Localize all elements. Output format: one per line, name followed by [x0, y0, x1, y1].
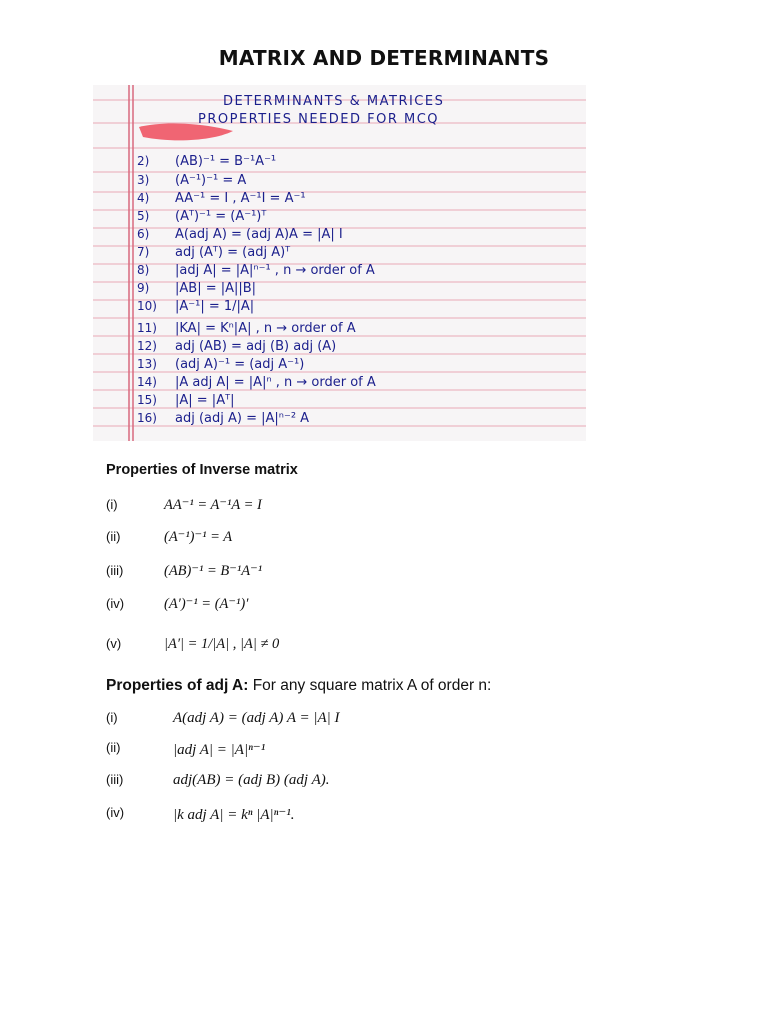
notebook-row-text: (A⁻¹)⁻¹ = A	[175, 173, 247, 188]
notebook-row-num: 15)	[137, 393, 157, 407]
notebook-row-text: |KA| = Kⁿ|A| , n → order of A	[175, 321, 356, 336]
notebook-row-text: A(adj A) = (adj A)A = |A| I	[175, 227, 343, 242]
row-number: (iii)	[106, 563, 124, 578]
adj-property-row	[106, 772, 726, 796]
inverse-property-row	[106, 497, 726, 521]
notebook-row-num: 13)	[137, 357, 157, 371]
row-number: (i)	[106, 497, 118, 512]
row-expression: (A′)⁻¹ = (A⁻¹)′	[164, 596, 249, 612]
page-title: MATRIX AND DETERMINANTS	[218, 46, 550, 70]
adj-heading-bold: Properties of adj A:	[106, 677, 249, 694]
row-expression: (AB)⁻¹ = B⁻¹A⁻¹	[164, 563, 263, 579]
row-expression: AA⁻¹ = A⁻¹A = I	[164, 497, 262, 513]
notebook-row-text: (AB)⁻¹ = B⁻¹A⁻¹	[175, 154, 277, 169]
row-expression: A(adj A) = (adj A) A = |A| I	[173, 710, 340, 726]
notebook-row-text: |A⁻¹| = 1/|A|	[175, 299, 255, 314]
row-number: (ii)	[106, 740, 121, 755]
notebook-row-text: |AB| = |A||B|	[175, 281, 257, 296]
inverse-properties-heading: Properties of Inverse matrix	[106, 462, 298, 478]
row-number: (iii)	[106, 772, 124, 787]
adj-property-row	[106, 805, 726, 829]
notebook-row-text: adj (AB) = adj (B) adj (A)	[175, 339, 337, 354]
notebook-row-num: 3)	[137, 173, 150, 187]
inverse-property-row	[106, 529, 726, 553]
row-number: (iv)	[106, 596, 125, 611]
notebook-row-num: 9)	[137, 281, 150, 295]
notebook-row-text: adj (adj A) = |A|ⁿ⁻² A	[175, 411, 310, 426]
inverse-property-row	[106, 636, 726, 660]
row-expression: adj(AB) = (adj B) (adj A).	[173, 772, 330, 788]
adj-property-row	[106, 710, 726, 734]
row-expression: (A⁻¹)⁻¹ = A	[164, 529, 233, 545]
notebook-row-num: 10)	[137, 299, 157, 313]
notebook-row-num: 7)	[137, 245, 150, 259]
notebook-row-text: (Aᵀ)⁻¹ = (A⁻¹)ᵀ	[175, 209, 267, 224]
notebook-row-num: 4)	[137, 191, 150, 205]
notebook-row-num: 12)	[137, 339, 157, 353]
notebook-row-text: adj (Aᵀ) = (adj A)ᵀ	[175, 245, 291, 260]
notebook-heading-2: PROPERTIES NEEDED FOR MCQ	[198, 112, 440, 127]
notebook-row-num: 11)	[137, 321, 157, 335]
row-number: (ii)	[106, 529, 121, 544]
row-number: (iv)	[106, 805, 125, 820]
notebook-row-text: |A adj A| = |A|ⁿ , n → order of A	[175, 375, 376, 390]
inverse-property-row	[106, 563, 726, 587]
notebook-heading-1: DETERMINANTS & MATRICES	[223, 94, 445, 109]
notebook-row-num: 6)	[137, 227, 150, 241]
handwritten-notebook-photo	[93, 85, 586, 441]
notebook-row-num: 2)	[137, 154, 150, 168]
row-expression: |A′| = 1/|A| , |A| ≠ 0	[164, 636, 280, 652]
inverse-property-row	[106, 596, 726, 620]
row-number: (i)	[106, 710, 118, 725]
notebook-row-num: 16)	[137, 411, 157, 425]
row-number: (v)	[106, 636, 122, 651]
row-expression: |adj A| = |A|ⁿ⁻¹	[173, 742, 266, 758]
notebook-row-text: |adj A| = |A|ⁿ⁻¹ , n → order of A	[175, 263, 375, 278]
notebook-row-text: |A| = |Aᵀ|	[175, 393, 235, 408]
notebook-row-num: 5)	[137, 209, 150, 223]
notebook-row-num: 8)	[137, 263, 150, 277]
notebook-row-num: 14)	[137, 375, 157, 389]
row-expression: |k adj A| = kⁿ |A|ⁿ⁻¹.	[173, 807, 295, 823]
notebook-row-text: (adj A)⁻¹ = (adj A⁻¹)	[175, 357, 305, 372]
adj-heading-rest: For any square matrix A of order n:	[248, 677, 492, 694]
adj-property-row	[106, 740, 726, 764]
adj-properties-heading	[106, 677, 491, 695]
notebook-row-text: AA⁻¹ = I , A⁻¹I = A⁻¹	[175, 191, 306, 206]
